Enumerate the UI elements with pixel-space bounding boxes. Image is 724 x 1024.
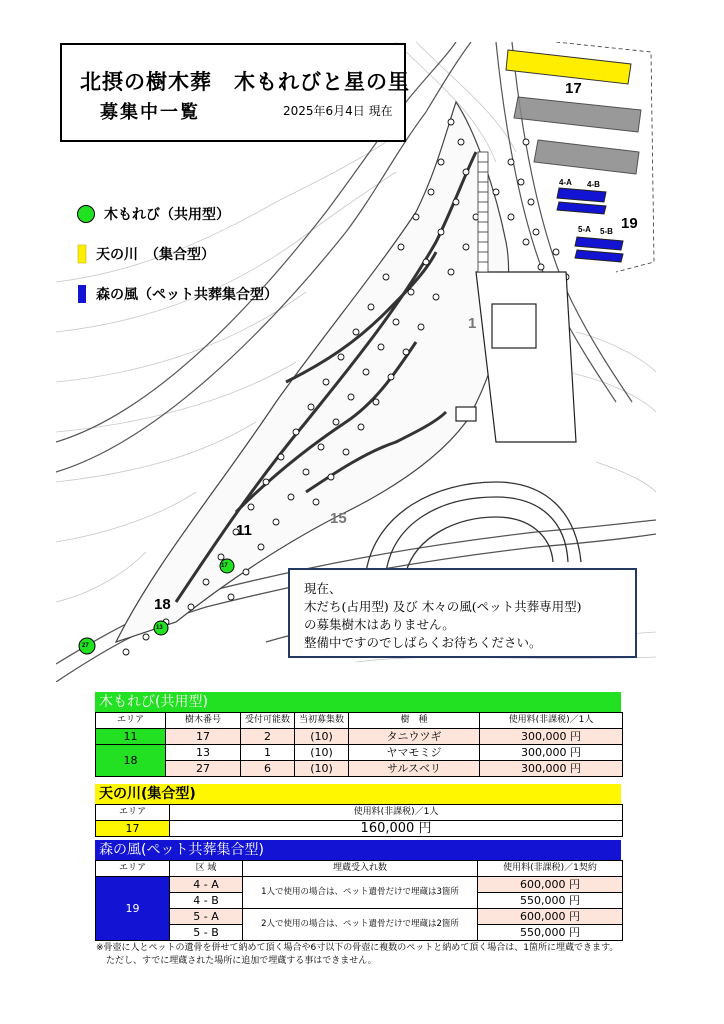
fee-cell: 550,000 円 (478, 925, 623, 941)
col-header: 使用料(非課税)／1契約 (478, 861, 623, 877)
section-title-amanogawa: 天の川(集合型) (95, 784, 621, 804)
legend-item-amanogawa (76, 244, 215, 264)
col-header: エリア (96, 713, 166, 729)
col-header: 埋蔵受入れ数 (243, 861, 478, 877)
legend-label-komorebi: 木もれび（共用型） (104, 207, 230, 223)
footnote-line-1: ※骨壺に人とペットの遺骨を併せて納めて頂く場合や6寸以下の骨壺に複数のペットと納めて頂く場合は、1箇所に埋蔵できます。 (96, 943, 619, 953)
notice-line-3: の募集樹木はありません。 (304, 617, 455, 632)
zone-cell: 5 - B (170, 925, 243, 941)
amanogawa-table (95, 804, 623, 837)
map-label-area-1: 1 (468, 315, 477, 332)
available-cell: 2 (241, 729, 295, 745)
initial-cell: (10) (295, 729, 349, 745)
available-cell: 6 (241, 761, 295, 777)
tree-label-27: 27 (82, 643, 89, 649)
map-label-area-17: 17 (565, 80, 582, 97)
map-label-4a: 4-A (559, 178, 572, 187)
forest-boundary (116, 102, 509, 642)
col-header: エリア (96, 805, 170, 821)
tree-label-13: 13 (156, 625, 163, 631)
legend-item-komorebi (76, 204, 230, 224)
area-cell: 17 (96, 821, 170, 837)
legend-item-morinokaze (76, 284, 278, 304)
zone-cell: 5 - A (170, 909, 243, 925)
col-header: 樹木番号 (166, 713, 241, 729)
status-date: 2025年6月4日 現在 (283, 104, 393, 118)
tree-number-cell: 17 (166, 729, 241, 745)
table-header-row (96, 805, 623, 821)
notice-line-1: 現在、 (304, 581, 342, 596)
map-label-5b: 5-B (600, 227, 613, 236)
col-header: 使用料(非課税)／1人 (170, 805, 623, 821)
col-header: 使用料(非課税)／1人 (480, 713, 623, 729)
notice-box (288, 568, 637, 658)
table-row (96, 745, 623, 761)
species-cell: タニウツギ (349, 729, 480, 745)
initial-cell: (10) (295, 745, 349, 761)
zone-cell: 4 - B (170, 893, 243, 909)
fee-cell: 300,000 円 (480, 745, 623, 761)
fee-cell: 300,000 円 (480, 761, 623, 777)
table-row (96, 877, 623, 893)
map-label-area-11: 11 (236, 522, 252, 539)
col-header: 樹 種 (349, 713, 480, 729)
col-header: 受付可能数 (241, 713, 295, 729)
map-label-area-19: 19 (621, 215, 638, 232)
page-subtitle: 募集中一覧 (100, 102, 200, 123)
available-cell: 1 (241, 745, 295, 761)
tree-number-cell: 27 (166, 761, 241, 777)
area-cell: 11 (96, 729, 166, 745)
species-cell: ヤマモミジ (349, 745, 480, 761)
area-cell: 18 (96, 745, 166, 777)
footnote-line-2: ただし、すでに埋蔵された場所に追加で埋蔵する事はできません。 (106, 956, 377, 966)
map-label-area-18: 18 (154, 596, 171, 613)
species-cell: サルスベリ (349, 761, 480, 777)
blue-bar-icon (76, 284, 88, 304)
map-label-4b: 4-B (587, 180, 600, 189)
fee-cell: 300,000 円 (480, 729, 623, 745)
notice-line-4: 整備中ですのでしばらくお待ちください。 (304, 635, 542, 650)
initial-cell: (10) (295, 761, 349, 777)
tree-number-cell: 13 (166, 745, 241, 761)
table-row (96, 821, 623, 837)
col-header: 当初募集数 (295, 713, 349, 729)
area-17-plots (506, 50, 641, 174)
table-header-row (96, 713, 623, 729)
table-header-row (96, 861, 623, 877)
stadium (366, 482, 581, 572)
col-header: エリア (96, 861, 170, 877)
morinokaze-table (95, 860, 623, 941)
fee-cell: 600,000 円 (478, 909, 623, 925)
section-title-komorebi: 木もれび(共用型) (95, 692, 621, 712)
capacity-note-2: 2人で使用の場合は、ペット遺骨だけで埋蔵は2箇所 (243, 909, 478, 941)
yellow-bar-icon (76, 244, 88, 264)
fee-cell: 160,000 円 (170, 821, 623, 837)
fee-cell: 550,000 円 (478, 893, 623, 909)
legend-label-morinokaze: 森の風（ペット共葬集合型） (96, 287, 278, 303)
table-row (96, 729, 623, 745)
section-title-morinokaze: 森の風(ペット共葬集合型) (95, 840, 621, 860)
fee-cell: 600,000 円 (478, 877, 623, 893)
table-row (96, 909, 623, 925)
col-header: 区 域 (170, 861, 243, 877)
page-title: 北摂の樹木葬 木もれびと星の里 (80, 70, 410, 94)
map-label-area-15: 15 (330, 510, 347, 527)
table-row (96, 761, 623, 777)
green-circle-icon (76, 204, 96, 224)
capacity-note-1: 1人で使用の場合は、ペット遺骨だけで埋蔵は3箇所 (243, 877, 478, 909)
notice-line-2: 木だち(占用型) 及び 木々の風(ペット共葬専用型) (304, 599, 582, 614)
tree-label-17: 17 (221, 563, 228, 569)
legend-label-amanogawa: 天の川 （集合型） (96, 247, 215, 263)
area-cell: 19 (96, 877, 170, 941)
map-label-5a: 5-A (578, 225, 591, 234)
stairway (478, 152, 488, 272)
zone-cell: 4 - A (170, 877, 243, 893)
komorebi-table (95, 712, 623, 777)
